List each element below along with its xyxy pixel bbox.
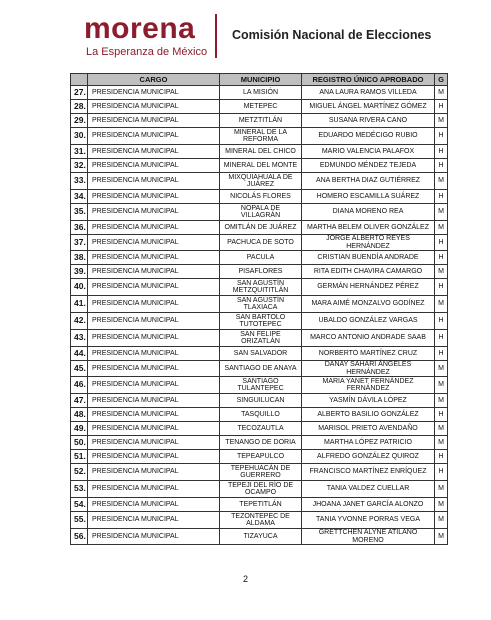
row-number: 35. [71, 204, 88, 221]
row-number: 28. [71, 100, 88, 114]
genero-cell: M [435, 529, 448, 545]
municipio-cell: LA MISIÓN [220, 86, 302, 100]
row-number: 51. [71, 450, 88, 464]
row-number: 46. [71, 377, 88, 394]
table-row [71, 394, 448, 408]
table-row [71, 145, 448, 159]
cargo-cell: PRESIDENCIA MUNICIPAL [88, 173, 220, 190]
genero-cell: M [435, 296, 448, 313]
municipio-cell: TIZAYUCA [220, 529, 302, 545]
registro-cell: RITA EDITH CHAVIRA CAMARGO [302, 265, 435, 279]
registro-cell: MARCO ANTONIO ANDRADE SAAB [302, 330, 435, 347]
cargo-cell: PRESIDENCIA MUNICIPAL [88, 145, 220, 159]
row-number: 41. [71, 296, 88, 313]
registro-cell: TANIA YVONNE PORRAS VEGA [302, 512, 435, 529]
genero-cell: M [435, 512, 448, 529]
table-row [71, 313, 448, 330]
cargo-cell: PRESIDENCIA MUNICIPAL [88, 436, 220, 450]
genero-cell: M [435, 377, 448, 394]
cargo-cell: PRESIDENCIA MUNICIPAL [88, 159, 220, 173]
cargo-cell: PRESIDENCIA MUNICIPAL [88, 529, 220, 545]
cargo-cell: PRESIDENCIA MUNICIPAL [88, 450, 220, 464]
document-header [0, 0, 491, 70]
municipio-cell: TEPETITLÁN [220, 498, 302, 512]
genero-cell: M [435, 221, 448, 235]
cargo-cell: PRESIDENCIA MUNICIPAL [88, 394, 220, 408]
municipio-cell: METEPEC [220, 100, 302, 114]
row-number: 36. [71, 221, 88, 235]
cargo-cell: PRESIDENCIA MUNICIPAL [88, 204, 220, 221]
cargo-cell: PRESIDENCIA MUNICIPAL [88, 361, 220, 377]
row-number: 30. [71, 128, 88, 145]
candidates-table [70, 73, 448, 545]
genero-cell: M [435, 86, 448, 100]
registro-cell: MIGUEL ÁNGEL MARTÍNEZ GÓMEZ [302, 100, 435, 114]
genero-cell: M [435, 265, 448, 279]
municipio-cell: SANTIAGO TULANTEPEC [220, 377, 302, 394]
row-number: 33. [71, 173, 88, 190]
municipio-cell: PACHUCA DE SOTO [220, 235, 302, 251]
table-row [71, 100, 448, 114]
municipio-cell: MINERAL DEL MONTE [220, 159, 302, 173]
cargo-cell: PRESIDENCIA MUNICIPAL [88, 221, 220, 235]
cargo-cell: PRESIDENCIA MUNICIPAL [88, 251, 220, 265]
genero-cell: M [435, 114, 448, 128]
municipio-cell: TASQUILLO [220, 408, 302, 422]
municipio-cell: TEPEAPULCO [220, 450, 302, 464]
municipio-cell: TECOZAUTLA [220, 422, 302, 436]
registro-cell: DANAY SAHARI ÁNGELES HERNÁNDEZ [302, 361, 435, 377]
municipio-cell: SAN SALVADOR [220, 347, 302, 361]
municipio-cell: TEPEHUACÁN DE GUERRERO [220, 464, 302, 481]
municipio-cell: SAN FELIPE ORIZATLÁN [220, 330, 302, 347]
table-row [71, 173, 448, 190]
row-number: 55. [71, 512, 88, 529]
table-row [71, 436, 448, 450]
commission-title: Comisión Nacional de Elecciones [232, 28, 432, 42]
cargo-cell: PRESIDENCIA MUNICIPAL [88, 498, 220, 512]
cargo-cell: PRESIDENCIA MUNICIPAL [88, 265, 220, 279]
table-row [71, 204, 448, 221]
registro-cell: JHOANA JANET GARCÍA ALONZO [302, 498, 435, 512]
cargo-cell: PRESIDENCIA MUNICIPAL [88, 408, 220, 422]
genero-cell: H [435, 159, 448, 173]
municipio-cell: MINERAL DE LA REFORMA [220, 128, 302, 145]
row-number: 47. [71, 394, 88, 408]
table-header-row [71, 74, 448, 86]
genero-cell: H [435, 251, 448, 265]
registro-cell: MARIO VALENCIA PALAFOX [302, 145, 435, 159]
table-body [71, 86, 448, 545]
row-number: 52. [71, 464, 88, 481]
cargo-cell: PRESIDENCIA MUNICIPAL [88, 235, 220, 251]
table-row [71, 251, 448, 265]
header-divider [215, 14, 217, 58]
municipio-cell: SAN AGUSTÍN TLAXIACA [220, 296, 302, 313]
municipio-cell: NOPALA DE VILLAGRÁN [220, 204, 302, 221]
registro-cell: ANA LAURA RAMOS VILLEDA [302, 86, 435, 100]
genero-cell: H [435, 450, 448, 464]
cargo-cell: PRESIDENCIA MUNICIPAL [88, 128, 220, 145]
row-number: 34. [71, 190, 88, 204]
row-number: 40. [71, 279, 88, 296]
cargo-cell: PRESIDENCIA MUNICIPAL [88, 464, 220, 481]
table-row [71, 377, 448, 394]
row-number: 45. [71, 361, 88, 377]
row-number: 31. [71, 145, 88, 159]
registro-cell: MARTHA BELEM OLIVER GONZÁLEZ [302, 221, 435, 235]
table-row [71, 330, 448, 347]
registro-cell: YASMÍN DÁVILA LÓPEZ [302, 394, 435, 408]
genero-cell: H [435, 279, 448, 296]
row-number: 49. [71, 422, 88, 436]
registro-cell: ANA BERTHA DIAZ GUTIÉRREZ [302, 173, 435, 190]
column-header-registro: REGISTRO ÚNICO APROBADO [302, 74, 435, 86]
row-number: 38. [71, 251, 88, 265]
table-row [71, 265, 448, 279]
registro-cell: ALBERTO BASILIO GONZÁLEZ [302, 408, 435, 422]
cargo-cell: PRESIDENCIA MUNICIPAL [88, 330, 220, 347]
cargo-cell: PRESIDENCIA MUNICIPAL [88, 512, 220, 529]
genero-cell: M [435, 481, 448, 498]
genero-cell: H [435, 408, 448, 422]
registro-cell: GRETTCHEN ALYNE ATILANO MORENO [302, 529, 435, 545]
table-row [71, 481, 448, 498]
cargo-cell: PRESIDENCIA MUNICIPAL [88, 347, 220, 361]
column-header-number [71, 74, 88, 86]
row-number: 50. [71, 436, 88, 450]
row-number: 53. [71, 481, 88, 498]
row-number: 39. [71, 265, 88, 279]
table-row [71, 296, 448, 313]
table-row [71, 529, 448, 545]
registro-cell: FRANCISCO MARTÍNEZ ENRÍQUEZ [302, 464, 435, 481]
row-number: 54. [71, 498, 88, 512]
table-row [71, 235, 448, 251]
municipio-cell: SINGUILUCAN [220, 394, 302, 408]
municipio-cell: SAN BARTOLO TUTOTEPEC [220, 313, 302, 330]
registro-cell: EDUARDO MEDÉCIGO RUBIO [302, 128, 435, 145]
genero-cell: M [435, 173, 448, 190]
genero-cell: H [435, 464, 448, 481]
table-row [71, 408, 448, 422]
row-number: 56. [71, 529, 88, 545]
table-row [71, 512, 448, 529]
row-number: 48. [71, 408, 88, 422]
municipio-cell: MINERAL DEL CHICO [220, 145, 302, 159]
row-number: 29. [71, 114, 88, 128]
registro-cell: EDMUNDO MÉNDEZ TEJEDA [302, 159, 435, 173]
registro-cell: MARA AIMÉ MONZALVO GODÍNEZ [302, 296, 435, 313]
registro-cell: NORBERTO MARTÍNEZ CRUZ [302, 347, 435, 361]
row-number: 37. [71, 235, 88, 251]
genero-cell: M [435, 394, 448, 408]
municipio-cell: PACULA [220, 251, 302, 265]
cargo-cell: PRESIDENCIA MUNICIPAL [88, 296, 220, 313]
cargo-cell: PRESIDENCIA MUNICIPAL [88, 422, 220, 436]
registro-cell: DIANA MORENO REA [302, 204, 435, 221]
table-row [71, 361, 448, 377]
table-row [71, 114, 448, 128]
cargo-cell: PRESIDENCIA MUNICIPAL [88, 481, 220, 498]
genero-cell: H [435, 347, 448, 361]
genero-cell: H [435, 313, 448, 330]
row-number: 43. [71, 330, 88, 347]
registro-cell: MARIA YANET FERNÁNDEZ FERNÁNDEZ [302, 377, 435, 394]
municipio-cell: METZTITLÁN [220, 114, 302, 128]
cargo-cell: PRESIDENCIA MUNICIPAL [88, 313, 220, 330]
table-row [71, 498, 448, 512]
registro-cell: MARTHA LÓPEZ PATRICIO [302, 436, 435, 450]
registro-cell: TANIA VALDEZ CUELLAR [302, 481, 435, 498]
genero-cell: M [435, 361, 448, 377]
registro-cell: MARISOL PRIETO AVENDAÑO [302, 422, 435, 436]
table-row [71, 190, 448, 204]
table-row [71, 279, 448, 296]
table-row [71, 159, 448, 173]
table-row [71, 347, 448, 361]
municipio-cell: NICOLÁS FLORES [220, 190, 302, 204]
cargo-cell: PRESIDENCIA MUNICIPAL [88, 377, 220, 394]
municipio-cell: TENANGO DE DORIA [220, 436, 302, 450]
genero-cell: H [435, 330, 448, 347]
genero-cell: M [435, 204, 448, 221]
genero-cell: M [435, 422, 448, 436]
registro-cell: GERMÁN HERNÁNDEZ PÉREZ [302, 279, 435, 296]
cargo-cell: PRESIDENCIA MUNICIPAL [88, 279, 220, 296]
cargo-cell: PRESIDENCIA MUNICIPAL [88, 86, 220, 100]
column-header-cargo: CARGO [88, 74, 220, 86]
registro-cell: HOMERO ESCAMILLA SUÁREZ [302, 190, 435, 204]
genero-cell: M [435, 498, 448, 512]
genero-cell: M [435, 436, 448, 450]
genero-cell: H [435, 145, 448, 159]
genero-cell: H [435, 128, 448, 145]
municipio-cell: OMITLÁN DE JUÁREZ [220, 221, 302, 235]
genero-cell: H [435, 235, 448, 251]
registro-cell: JORGE ALBERTO REYES HERNÁNDEZ [302, 235, 435, 251]
table-row [71, 128, 448, 145]
page-number: 2 [242, 574, 248, 584]
municipio-cell: PISAFLORES [220, 265, 302, 279]
municipio-cell: MIXQUIAHUALA DE JUÁREZ [220, 173, 302, 190]
table-row [71, 450, 448, 464]
table-row [71, 221, 448, 235]
genero-cell: H [435, 100, 448, 114]
row-number: 42. [71, 313, 88, 330]
table-row [71, 422, 448, 436]
municipio-cell: TEZONTEPEC DE ALDAMA [220, 512, 302, 529]
table-row [71, 86, 448, 100]
registro-cell: CRISTIAN BUENDÍA ANDRADE [302, 251, 435, 265]
municipio-cell: TEPEJI DEL RÍO DE OCAMPO [220, 481, 302, 498]
genero-cell: H [435, 190, 448, 204]
cargo-cell: PRESIDENCIA MUNICIPAL [88, 114, 220, 128]
table-row [71, 464, 448, 481]
row-number: 27. [71, 86, 88, 100]
registro-cell: UBALDO GONZÁLEZ VARGAS [302, 313, 435, 330]
registro-cell: ALFREDO GONZÁLEZ QUIROZ [302, 450, 435, 464]
municipio-cell: SAN AGUSTÍN METZQUITITLÁN [220, 279, 302, 296]
cargo-cell: PRESIDENCIA MUNICIPAL [88, 100, 220, 114]
column-header-genero: G [435, 74, 448, 86]
registro-cell: SUSANA RIVERA CANO [302, 114, 435, 128]
logo-tagline: La Esperanza de México [86, 46, 208, 58]
row-number: 32. [71, 159, 88, 173]
cargo-cell: PRESIDENCIA MUNICIPAL [88, 190, 220, 204]
morena-logo: morena [84, 12, 196, 45]
row-number: 44. [71, 347, 88, 361]
column-header-municipio: MUNICIPIO [220, 74, 302, 86]
municipio-cell: SANTIAGO DE ANAYA [220, 361, 302, 377]
